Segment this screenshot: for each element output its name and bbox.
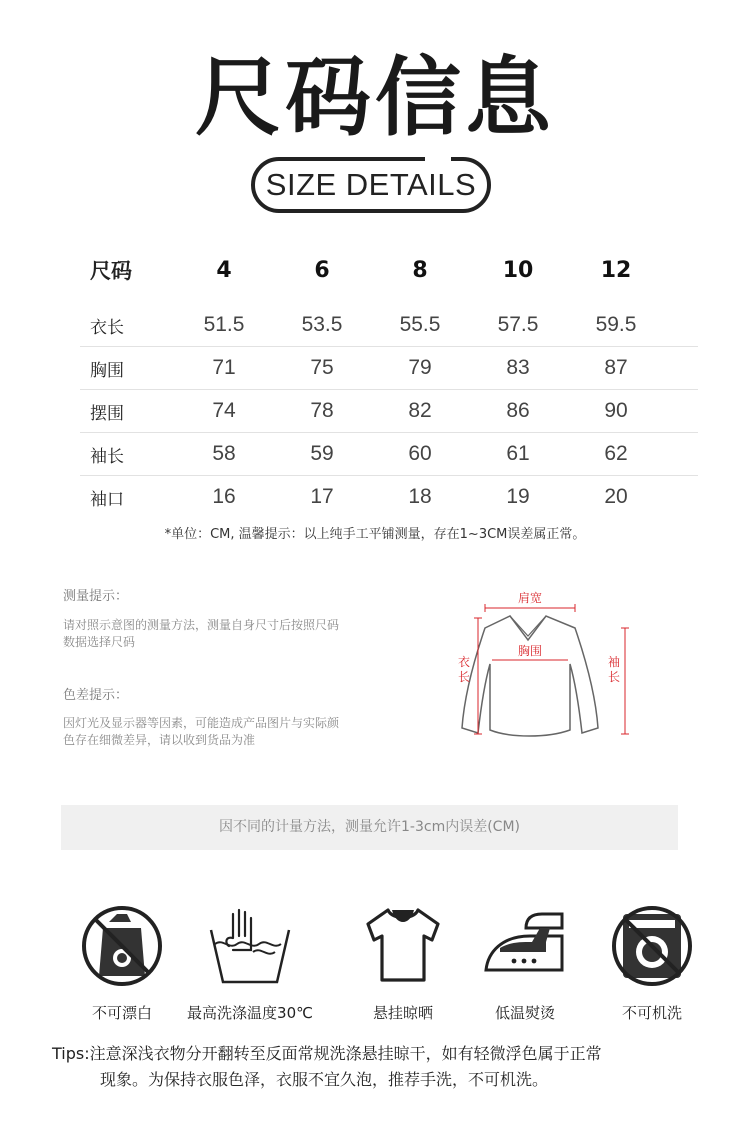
row-label: 胸围	[90, 360, 124, 381]
table-cell: 74	[212, 399, 236, 422]
table-cell: 59	[310, 442, 334, 465]
low-iron-icon	[480, 900, 570, 990]
measure-tip-body: 请对照示意图的测量方法，测量自身尺寸后按照尺码数据选择尺码	[63, 618, 340, 649]
care-item-low-iron	[455, 900, 595, 1023]
table-cell: 16	[212, 485, 236, 508]
size-header-cell: 10	[502, 257, 534, 283]
length-label-2: 长	[457, 670, 471, 684]
table-cell: 51.5	[203, 313, 245, 336]
table-cell: 71	[212, 356, 236, 379]
table-row	[80, 433, 698, 476]
size-header-cell: 4	[216, 257, 232, 283]
care-tips-line-2: 现象。为保持衣服色泽，衣服不宜久泡，推荐手洗，不可机洗。	[100, 1070, 549, 1089]
shoulder-label: 肩宽	[517, 591, 543, 605]
table-cell: 19	[506, 485, 530, 508]
table-cell: 78	[310, 399, 334, 422]
size-header-cell: 8	[412, 257, 428, 283]
care-label: 最高洗涤温度30℃	[187, 1004, 313, 1022]
subtitle-badge	[251, 157, 491, 213]
size-header-cell: 6	[314, 257, 330, 283]
table-row	[80, 476, 698, 518]
size-table	[80, 248, 698, 518]
table-cell: 53.5	[301, 313, 343, 336]
sweater-collar	[510, 616, 546, 636]
wash-30-icon	[205, 900, 295, 990]
care-label: 不可漂白	[91, 1004, 152, 1022]
row-label: 袖长	[90, 446, 124, 467]
table-cell: 62	[604, 442, 628, 465]
sweater-diagram-icon	[450, 588, 630, 744]
color-tip-title: 色差提示：	[63, 688, 129, 703]
sleeve-label-2: 长	[607, 670, 621, 684]
table-cell: 90	[604, 399, 628, 422]
size-header-cell: 12	[600, 257, 632, 283]
table-footnote: *单位：CM, 温馨提示：以上纯手工平铺测量，存在1~3CM误差属正常。	[164, 527, 586, 542]
table-cell: 86	[506, 399, 530, 422]
sleeve-label-1: 袖	[607, 655, 621, 669]
row-label: 衣长	[90, 317, 124, 338]
care-tips	[52, 1041, 722, 1093]
care-label: 悬挂晾晒	[372, 1004, 433, 1022]
table-cell: 59.5	[595, 313, 637, 336]
table-cell: 79	[408, 356, 432, 379]
table-row	[80, 347, 698, 390]
table-cell: 18	[408, 485, 432, 508]
length-label-1: 衣	[457, 655, 471, 669]
table-cell: 61	[506, 442, 530, 465]
care-tips-line-1: Tips:注意深浅衣物分开翻转至反面常规洗涤悬挂晾干，如有轻微浮色属于正常	[52, 1044, 602, 1063]
table-row	[80, 304, 698, 347]
table-cell: 17	[310, 485, 334, 508]
care-item-wash-30	[180, 900, 320, 1023]
care-item-hang-dry	[333, 900, 473, 1023]
table-cell: 57.5	[497, 313, 539, 336]
care-item-no-bleach	[52, 900, 192, 1023]
table-cell: 83	[506, 356, 530, 379]
table-cell: 58	[212, 442, 236, 465]
table-cell: 82	[408, 399, 432, 422]
table-row	[80, 390, 698, 433]
table-cell: 55.5	[399, 313, 441, 336]
row-label: 袖口	[90, 489, 124, 510]
care-item-no-machine-wash	[582, 900, 722, 1023]
color-tip-body: 因灯光及显示器等因素，可能造成产品图片与实际颜色存在细微差异，请以收到货品为准	[63, 716, 340, 747]
row-label: 摆围	[90, 403, 124, 424]
subtitle-badge-notch	[425, 153, 451, 161]
chest-label: 胸围	[517, 644, 543, 658]
tolerance-banner: 因不同的计量方法，测量允许1-3cm内误差(CM)	[61, 805, 678, 850]
page-title: 尺码信息	[195, 48, 555, 148]
subtitle-text: SIZE DETAILS	[265, 167, 477, 202]
care-label: 低温熨烫	[494, 1004, 555, 1022]
table-cell: 60	[408, 442, 432, 465]
no-machine-wash-icon	[607, 900, 697, 990]
table-cell: 75	[310, 356, 334, 379]
size-corner-label: 尺码	[90, 259, 132, 283]
size-table-header	[80, 248, 698, 292]
table-cell: 20	[604, 485, 628, 508]
measurement-diagram	[450, 588, 630, 744]
no-bleach-icon	[77, 900, 167, 990]
hang-dry-icon	[358, 900, 448, 990]
measure-tip-title: 测量提示：	[63, 589, 129, 604]
care-label: 不可机洗	[621, 1004, 682, 1022]
table-cell: 87	[604, 356, 628, 379]
